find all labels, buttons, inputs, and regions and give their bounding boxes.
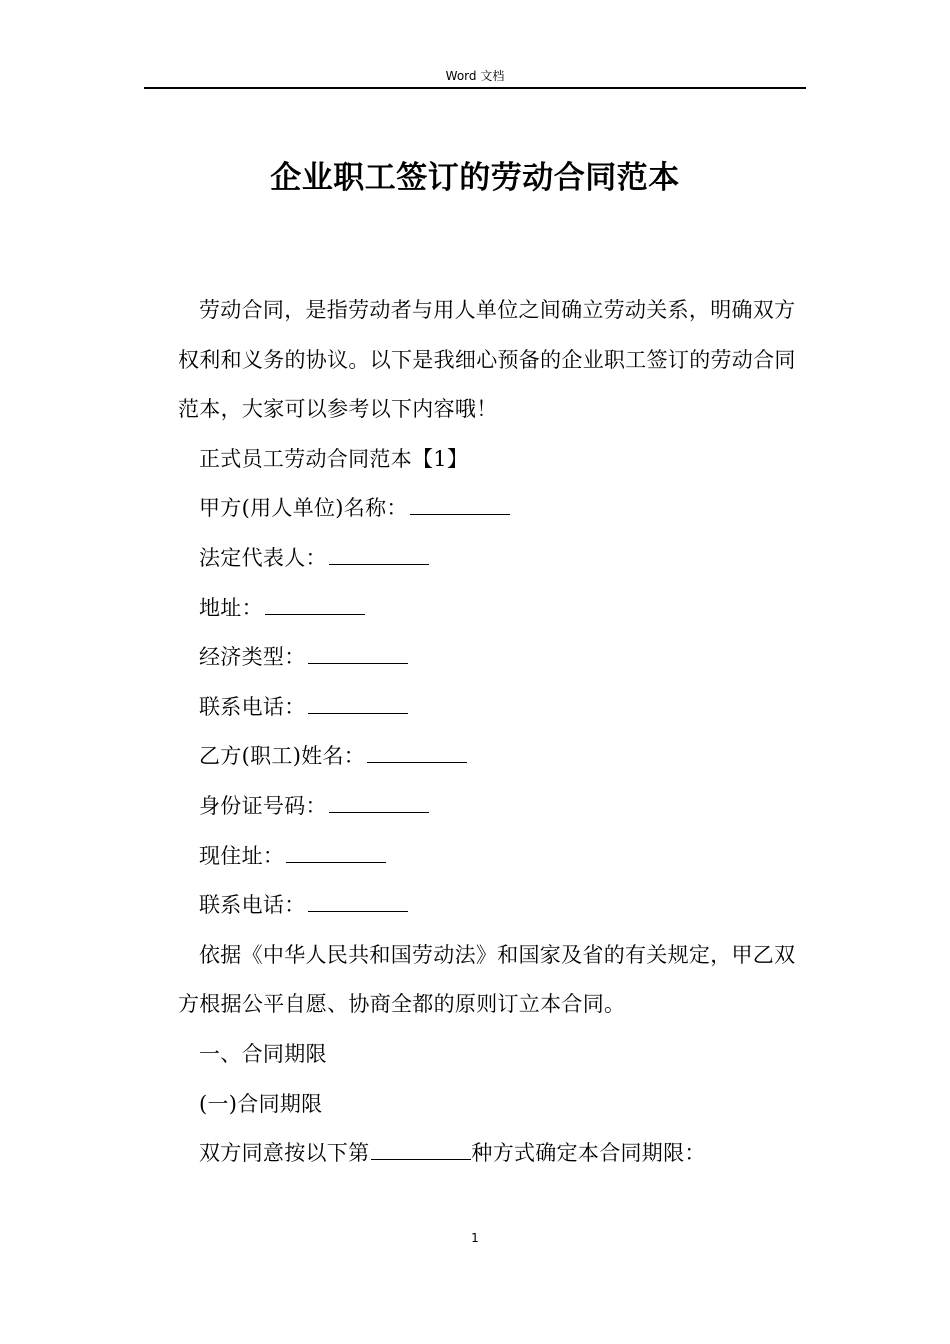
term-prefix: 双方同意按以下第	[199, 1141, 370, 1166]
id-number-label: 身份证号码：	[199, 793, 327, 818]
address-label: 地址：	[199, 595, 263, 620]
term-blank	[371, 1141, 471, 1160]
legal-rep-blank	[329, 546, 429, 565]
address-blank	[265, 596, 365, 615]
phone-a-label: 联系电话：	[199, 694, 306, 719]
id-number-line	[178, 782, 806, 832]
economic-type-label: 经济类型：	[199, 645, 306, 670]
document-title: 企业职工签订的劳动合同范本	[270, 160, 680, 196]
document-body	[178, 286, 806, 1179]
current-address-blank	[286, 844, 386, 863]
basis-paragraph: 依据《中华人民共和国劳动法》和国家及省的有关规定，甲乙双方根据公平自愿、协商全都的原则订立本合同。	[178, 942, 796, 1017]
phone-b-label: 联系电话：	[199, 893, 306, 918]
party-b-name-blank	[367, 744, 467, 763]
section-heading: 正式员工劳动合同范本【1】	[199, 446, 469, 471]
legal-rep-label: 法定代表人：	[199, 545, 327, 570]
term-line	[178, 1129, 806, 1179]
party-a-name-line	[178, 484, 806, 534]
legal-rep-line	[178, 534, 806, 584]
party-a-name-label: 甲方(用人单位)名称：	[199, 496, 408, 521]
current-address-label: 现住址：	[199, 843, 285, 868]
phone-b-line	[178, 881, 806, 931]
address-line	[178, 584, 806, 634]
phone-a-line	[178, 683, 806, 733]
party-b-name-line	[178, 732, 806, 782]
id-number-blank	[329, 794, 429, 813]
clause-one-heading: 一、合同期限	[199, 1041, 327, 1066]
party-b-name-label: 乙方(职工)姓名：	[199, 744, 366, 769]
party-a-name-blank	[410, 496, 510, 515]
header-rule	[144, 87, 806, 89]
current-address-line	[178, 832, 806, 882]
economic-type-line	[178, 633, 806, 683]
economic-type-blank	[308, 645, 408, 664]
page-header: Word 文档	[445, 69, 505, 83]
term-suffix: 种方式确定本合同期限：	[471, 1141, 706, 1166]
page-number: 1	[471, 1231, 479, 1245]
phone-a-blank	[308, 695, 408, 714]
intro-paragraph: 劳动合同，是指劳动者与用人单位之间确立劳动关系，明确双方权利和义务的协议。以下是我细心预备的企业职工签订的劳动合同范本，大家可以参考以下内容哦！	[178, 298, 796, 422]
clause-one-subheading: (一)合同期限	[199, 1091, 323, 1116]
phone-b-blank	[308, 893, 408, 912]
